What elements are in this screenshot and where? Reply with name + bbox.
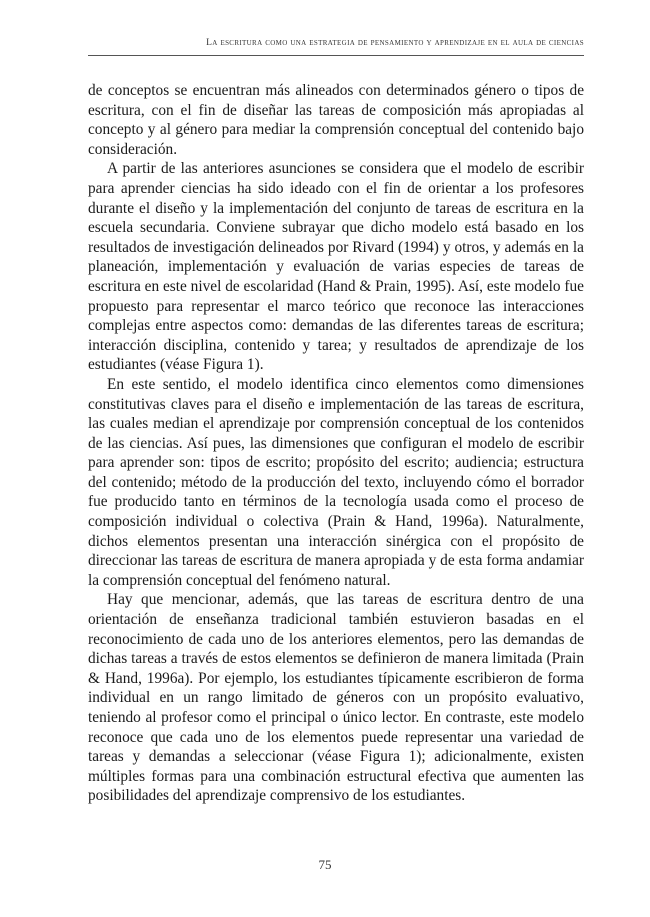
- page-number: 75: [318, 857, 332, 872]
- body-text: [88, 81, 584, 806]
- running-header: La escritura como una estrategia de pensamiento y aprendizaje en el aula de ciencias: [206, 38, 584, 48]
- header-divider: [88, 55, 584, 56]
- paragraph: A partir de las anteriores asunciones se considera que el modelo de escribir para aprender ciencias ha sido ideado con el fin de orientar a los profesores durante el diseño y la implementación del conjunto de tareas de escritura en la escuela secundaria. Conviene subrayar que dicho modelo está basado en los resultados de investigación delineados por Rivard (1994) y otros, y además en la planeación, implementación y evaluación de varias especies de tareas de escritura en este nivel de escolaridad (Hand & Prain, 1995). Así, este modelo fue propuesto para representar el marco teórico que reconoce las interacciones complejas entre aspectos como: demandas de las diferentes tareas de escritura; interacción disciplina, contenido y tarea; y resultados de aprendizaje de los estudiantes (véase Figura 1).: [88, 160, 584, 374]
- paragraph-continuation: de conceptos se encuentran más alineados con determinados género o tipos de escritura, con el fin de diseñar las tareas de composición más apropiadas al concepto y al género para mediar la comprensión conceptual del contenido bajo consideración.: [88, 82, 584, 158]
- paragraph: Hay que mencionar, además, que las tareas de escritura dentro de una orientación de enseñanza tradicional también estuvieron basadas en el reconocimiento de cada uno de los anteriores elementos, pero las demandas de dichas tareas a través de estos elementos se definieron de manera limitada (Prain & Hand, 1996a). Por ejemplo, los estudiantes típicamente escribieron de forma individual en un rango limitado de géneros con un propósito evaluativo, teniendo al profesor como el principal o único lector. En contraste, este modelo reconoce que cada uno de los elementos puede representar una variedad de tareas y demandas a seleccionar (véase Figura 1); adicionalmente, existen múltiples formas para una combinación estructural efectiva que aumenten las posibilidades del aprendizaje comprensivo de los estudiantes.: [88, 591, 584, 805]
- paragraph: En este sentido, el modelo identifica cinco elementos como dimensiones constitutivas claves para el diseño e implementación de las tareas de escritura, las cuales median el aprendizaje por comprensión conceptual de los contenidos de las ciencias. Así pues, las dimensiones que configuran el modelo de escribir para aprender son: tipos de escrito; propósito del escrito; audiencia; estructura del contenido; método de la producción del texto, incluyendo cómo el borrador fue producido tanto en términos de la tecnología usada como el proceso de composición individual o colectiva (Prain & Hand, 1996a). Naturalmente, dichos elementos presentan una interacción sinérgica con el propósito de direccionar las tareas de escritura de manera apropiada y de esta forma andamiar la comprensión conceptual del fenómeno natural.: [88, 375, 584, 589]
